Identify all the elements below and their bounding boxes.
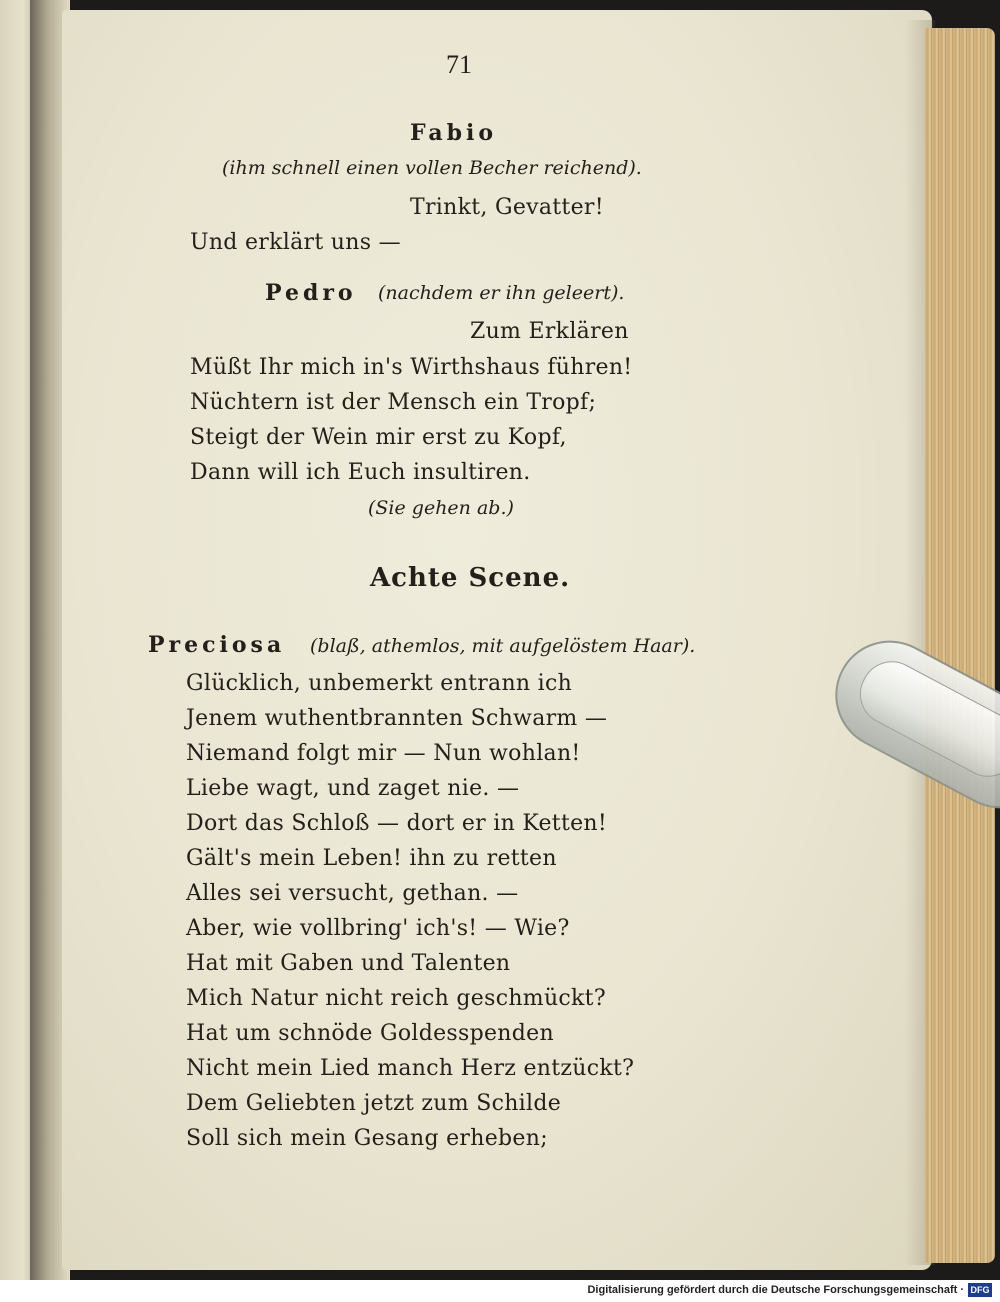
- verse-line: Gält's mein Leben! ihn zu retten: [186, 846, 557, 871]
- stage-direction-exit: (Sie gehen ab.): [368, 497, 514, 519]
- verse-line: Nicht mein Lied manch Herz entzückt?: [186, 1056, 635, 1081]
- verse-line: Liebe wagt, und zaget nie. —: [186, 776, 520, 801]
- verse-line: Mich Natur nicht reich geschmückt?: [186, 986, 606, 1011]
- verse-line: Dem Geliebten jetzt zum Schilde: [186, 1091, 562, 1116]
- verse-line: Dann will ich Euch insultiren.: [190, 460, 531, 485]
- verse-line: Aber, wie vollbring' ich's! — Wie?: [186, 916, 570, 941]
- verse-line: Soll sich mein Gesang erheben;: [186, 1126, 548, 1151]
- dfg-logo-icon[interactable]: DFG: [968, 1283, 992, 1297]
- speaker-fabio: Fabio: [410, 120, 498, 146]
- stage-direction-pedro: (nachdem er ihn geleert).: [378, 282, 625, 304]
- verse-line: Hat mit Gaben und Talenten: [186, 951, 511, 976]
- scene-heading: Achte Scene.: [370, 563, 571, 593]
- stage-direction-fabio: (ihm schnell einen vollen Becher reichend).: [222, 157, 642, 179]
- verse-line: Zum Erklären: [470, 319, 629, 344]
- verse-line: Müßt Ihr mich in's Wirthshaus führen!: [190, 355, 633, 380]
- verse-line: Hat um schnöde Goldesspenden: [186, 1021, 554, 1046]
- page-number: 71: [446, 50, 472, 79]
- speaker-preciosa: Preciosa: [148, 632, 286, 658]
- speaker-pedro: Pedro: [265, 280, 357, 306]
- verse-line: Trinkt, Gevatter!: [410, 195, 604, 220]
- verse-line: Steigt der Wein mir erst zu Kopf,: [190, 425, 567, 450]
- verse-line: Jenem wuthentbrannten Schwarm —: [186, 706, 608, 731]
- footer-credit: Digitalisierung gefördert durch die Deutsche Forschungsgemeinschaft ·: [587, 1284, 964, 1296]
- verse-line: Glücklich, unbemerkt entrann ich: [186, 671, 573, 696]
- page-stack-edge: [925, 28, 995, 1263]
- verse-line: Nüchtern ist der Mensch ein Tropf;: [190, 390, 597, 415]
- verse-line: Und erklärt uns —: [190, 230, 401, 255]
- verse-line: Alles sei versucht, gethan. —: [186, 881, 519, 906]
- digitization-footer: [0, 1280, 1000, 1302]
- stage-direction-preciosa: (blaß, athemlos, mit aufgelöstem Haar).: [310, 635, 696, 657]
- verse-line: Dort das Schloß — dort er in Ketten!: [186, 811, 608, 836]
- verse-line: Niemand folgt mir — Nun wohlan!: [186, 741, 581, 766]
